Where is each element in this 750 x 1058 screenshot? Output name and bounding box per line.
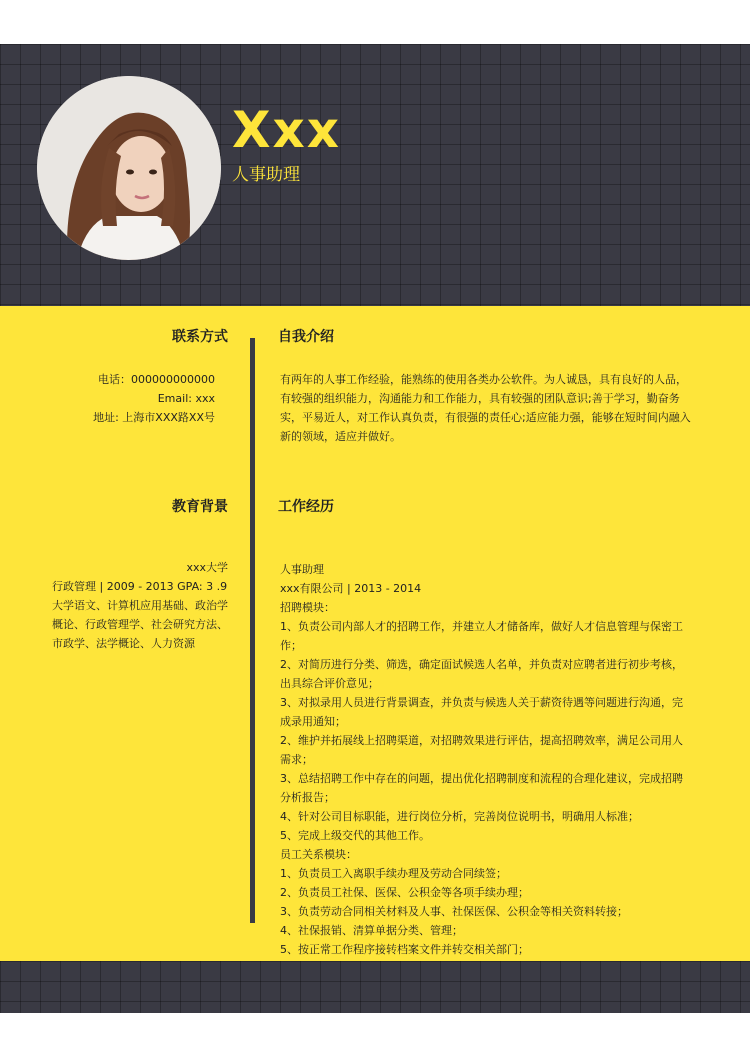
work-line: 2、维护并拓展线上招聘渠道，对招聘效果进行评估，提高招聘效率，满足公司用人需求； <box>280 734 683 766</box>
section-divider <box>250 338 255 923</box>
education-info <box>52 558 228 653</box>
work-line: 1、负责公司内部人才的招聘工作，并建立人才储备库，做好人才信息管理与保密工作； <box>280 620 683 652</box>
work-details <box>280 560 692 959</box>
work-line: 2、负责员工社保、医保、公积金等各项手续办理； <box>280 886 529 899</box>
about-text: 有两年的人事工作经验，能熟练的使用各类办公软件。为人诚恳，具有良好的人品，有较强的组织能力，沟通能力和工作能力，具有较强的团队意识;善于学习，勤奋务实，平易近人，对工作认真负责，有很强的责任心;适应能力强，能够在短时间内融入新的领域，适应并做好。 <box>280 373 691 443</box>
education-major: 行政管理 | 2009 - 2013 GPA: 3 .9 <box>52 580 228 593</box>
work-line: 1、负责员工入离职手续办理及劳动合同续签； <box>280 867 507 880</box>
portrait-image <box>37 76 221 260</box>
footer-band <box>0 961 750 1013</box>
education-title: 教育背景 <box>172 499 228 515</box>
work-line: 5、按正常工作程序接转档案文件并转交相关部门； <box>280 943 529 956</box>
work-line: 4、针对公司目标职能，进行岗位分析，完善岗位说明书，明确用人标准； <box>280 810 639 823</box>
work-line: 3、负责劳动合同相关材料及人事、社保医保、公积金等相关资料转接； <box>280 905 628 918</box>
contact-info <box>93 370 215 427</box>
contact-phone: 电话：000000000000 <box>98 373 215 386</box>
work-title: 工作经历 <box>278 499 334 515</box>
contact-address: 地址: 上海市XXX路XX号 <box>93 411 215 424</box>
work-company: xxx有限公司 | 2013 - 2014 <box>280 582 422 595</box>
work-line: 员工关系模块： <box>280 848 357 861</box>
education-school: xxx大学 <box>186 561 228 574</box>
candidate-role: 人事助理 <box>232 165 300 185</box>
work-line: 3、总结招聘工作中存在的问题，提出优化招聘制度和流程的合理化建议，完成招聘分析报告； <box>280 772 683 804</box>
work-line: 2、对简历进行分类、筛选，确定面试候选人名单，并负责对应聘者进行初步考核，出具综合评价意见； <box>280 658 683 690</box>
work-line: 招聘模块： <box>280 601 335 614</box>
work-line: 5、完成上级交代的其他工作。 <box>280 829 430 842</box>
work-position: 人事助理 <box>280 563 324 576</box>
work-line: 4、社保报销、清算单据分类、管理； <box>280 924 463 937</box>
education-courses: 大学语文、计算机应用基础、政治学概论、行政管理学、社会研究方法、市政学、法学概论、人力资源 <box>52 599 228 650</box>
contact-email: Email: xxx <box>157 392 215 405</box>
candidate-name: Xxx <box>232 101 342 159</box>
about-title: 自我介绍 <box>278 329 334 345</box>
work-line: 3、对拟录用人员进行背景调查，并负责与候选人关于薪资待遇等问题进行沟通，完成录用通知； <box>280 696 683 728</box>
profile-photo <box>37 76 221 260</box>
contact-title: 联系方式 <box>172 329 228 345</box>
